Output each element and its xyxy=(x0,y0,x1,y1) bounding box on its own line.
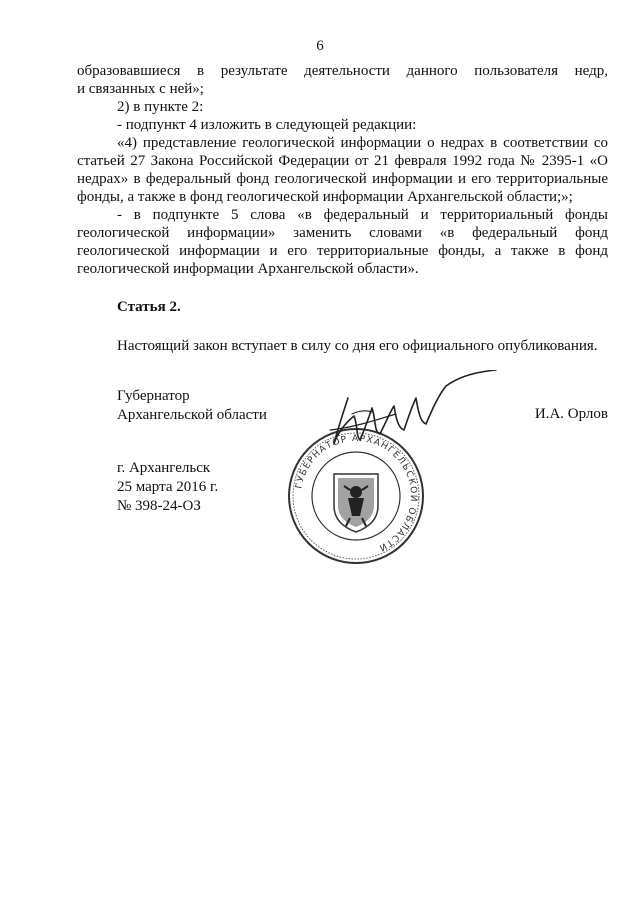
seal-text: ГУБЕРНАТОР АРХАНГЕЛЬСКОЙ ОБЛАСТИ xyxy=(294,433,419,553)
paragraph-line: образовавшиеся в результате деятельности данного пользователя недр, xyxy=(77,63,608,79)
document-number: № 398-24-ОЗ xyxy=(117,498,201,514)
page-number: 6 xyxy=(316,38,324,54)
paragraph: - подпункт 4 изложить в следующей редакции: xyxy=(117,117,417,133)
signatory-title-line: Архангельской области xyxy=(117,407,267,423)
handwritten-signature xyxy=(300,370,510,455)
document-date: 25 марта 2016 г. xyxy=(117,479,219,495)
paragraph: «4) представление геологической информации о недрах в соответствии со статьей 27 Закона Российской Федерации от 21 февраля 1992 года № 2395-1 «О недрах» в федеральный фонд геологической информации и его территориальные фонды, а также в фонд геологической информации Архангельской области;»; xyxy=(77,135,608,205)
place-city: г. Архангельск xyxy=(117,460,211,476)
paragraph: - в подпункте 5 слова «в федеральный и территориальный фонды геологической информации» заменить словами «в федеральный фонд геологической информации и его территориальные фонды, а также в фонд геологической информации Архангельской области». xyxy=(77,207,608,277)
paragraph-line: и связанных с ней»; xyxy=(77,81,204,97)
document-body xyxy=(77,62,608,278)
signatory-title-line: Губернатор xyxy=(117,388,190,404)
article-title: Статья 2. xyxy=(117,299,181,315)
article-text: Настоящий закон вступает в силу со дня его официального опубликования. xyxy=(117,338,598,354)
coat-of-arms-icon xyxy=(334,474,378,532)
signatory-title xyxy=(117,387,267,425)
place-date-block xyxy=(117,459,218,516)
paragraph: 2) в пункте 2: xyxy=(117,99,204,115)
signatory-name: И.А. Орлов xyxy=(534,406,608,422)
